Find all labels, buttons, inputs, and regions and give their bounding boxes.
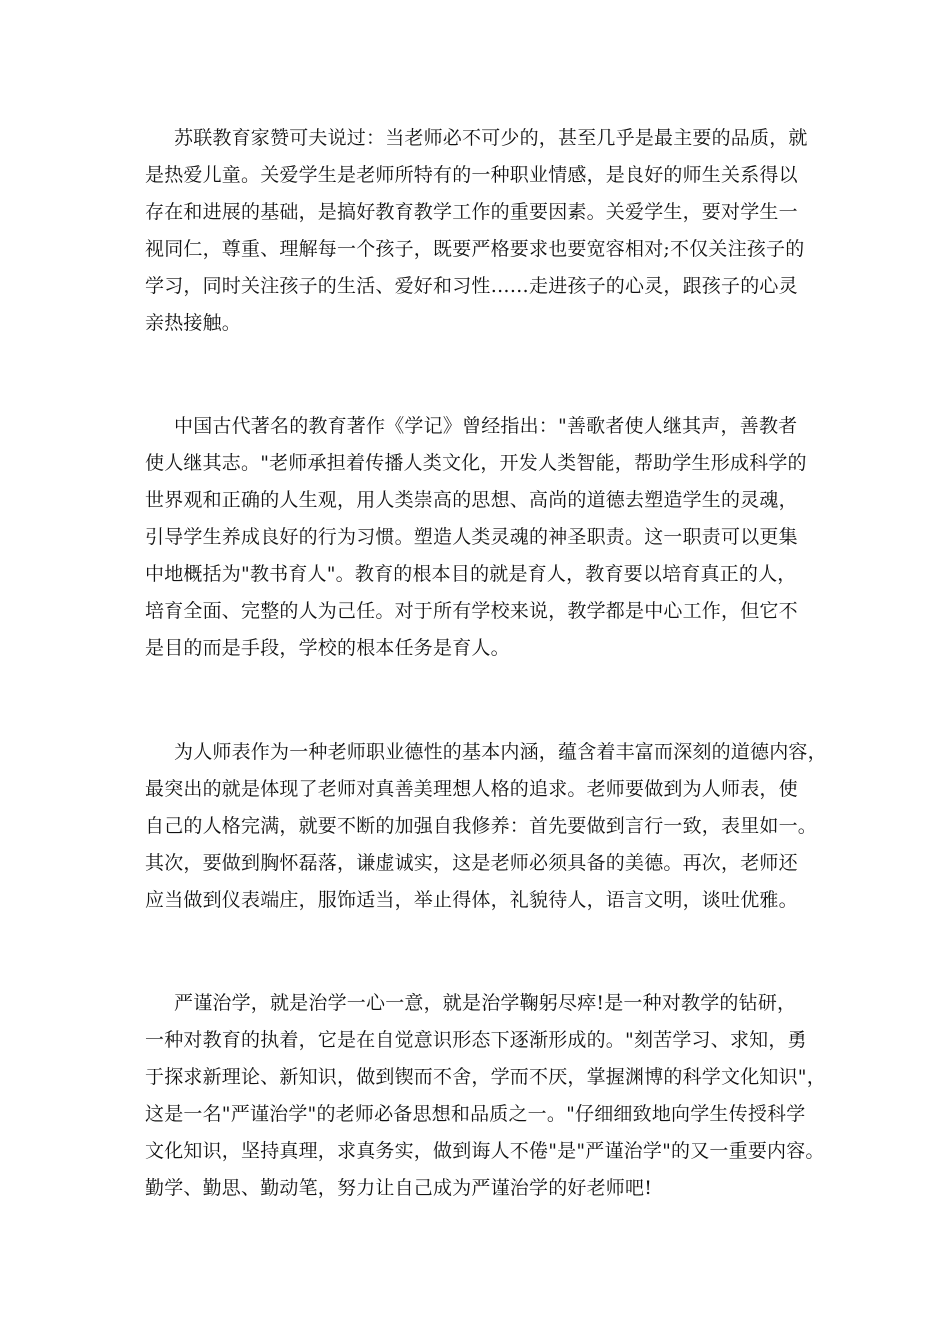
paragraph-3-line-2: 最突出的就是体现了老师对真善美理想人格的追求。老师要做到为人师表，使 <box>145 778 798 800</box>
paragraph-2-line-5: 中地概括为"教书育人"。教育的根本目的就是育人，教育要以培育真正的人， <box>145 563 797 585</box>
paragraph-3-line-5: 应当做到仪表端庄，服饰适当，举止得体，礼貌待人，语言文明，谈吐优雅。 <box>145 889 798 911</box>
paragraph-3-line-3: 自己的人格完满，就要不断的加强自我修养：首先要做到言行一致，表里如一。 <box>145 815 818 837</box>
paragraph-2-line-1: 中国古代著名的教育著作《学记》曾经指出："善歌者使人继其声，善教者 <box>174 415 798 437</box>
paragraph-1-line-1: 苏联教育家赞可夫说过：当老师必不可少的，甚至几乎是最主要的品质，就 <box>174 127 808 149</box>
paragraph-4-line-5: 文化知识，坚持真理，求真务实，做到诲人不倦"是"严谨治学"的又一重要内容。 <box>145 1140 825 1162</box>
paragraph-1-line-6: 亲热接触。 <box>145 312 242 334</box>
paragraph-4-line-4: 这是一名"严谨治学"的老师必备思想和品质之一。"仔细细致地向学生传授科学 <box>145 1103 806 1125</box>
paragraph-1-line-3: 存在和进展的基础，是搞好教育教学工作的重要因素。关爱学生，要对学生一 <box>145 201 798 223</box>
paragraph-4-line-3: 于探求新理论、新知识，做到锲而不舍，学而不厌，掌握渊博的科学文化知识"， <box>145 1066 826 1088</box>
paragraph-2-line-7: 是目的而是手段，学校的根本任务是育人。 <box>145 637 510 659</box>
paragraph-2-line-3: 世界观和正确的人生观，用人类崇高的思想、高尚的道德去塑造学生的灵魂， <box>145 489 798 511</box>
paragraph-2-line-2: 使人继其志。"老师承担着传播人类文化，开发人类智能，帮助学生形成科学的 <box>145 452 807 474</box>
paragraph-1-line-2: 是热爱儿童。关爱学生是老师所特有的一种职业情感，是良好的师生关系得以 <box>145 164 798 186</box>
paragraph-3-line-1: 为人师表作为一种老师职业德性的基本内涵，蕴含着丰富而深刻的道德内容， <box>174 741 827 763</box>
paragraph-2-line-6: 培育全面、完整的人为己任。对于所有学校来说，教学都是中心工作，但它不 <box>145 600 798 622</box>
paragraph-1-line-4: 视同仁，尊重、理解每一个孩子，既要严格要求也要宽容相对;不仅关注孩子的 <box>145 238 805 260</box>
paragraph-2-line-4: 引导学生养成良好的行为习惯。塑造人类灵魂的神圣职责。这一职责可以更集 <box>145 526 798 548</box>
paragraph-4-line-6: 勤学、勤思、勤动笔，努力让自己成为严谨治学的好老师吧! <box>145 1177 653 1199</box>
paragraph-1-line-5: 学习，同时关注孩子的生活、爱好和习性……走进孩子的心灵，跟孩子的心灵 <box>145 275 798 297</box>
paragraph-4-line-1: 严谨治学，就是治学一心一意，就是治学鞠躬尽瘁!是一种对教学的钻研， <box>174 992 797 1014</box>
paragraph-3-line-4: 其次，要做到胸怀磊落，谦虚诚实，这是老师必须具备的美德。再次，老师还 <box>145 852 798 874</box>
paragraph-4-line-2: 一种对教育的执着，它是在自觉意识形态下逐渐形成的。"刻苦学习、求知，勇 <box>145 1029 807 1051</box>
